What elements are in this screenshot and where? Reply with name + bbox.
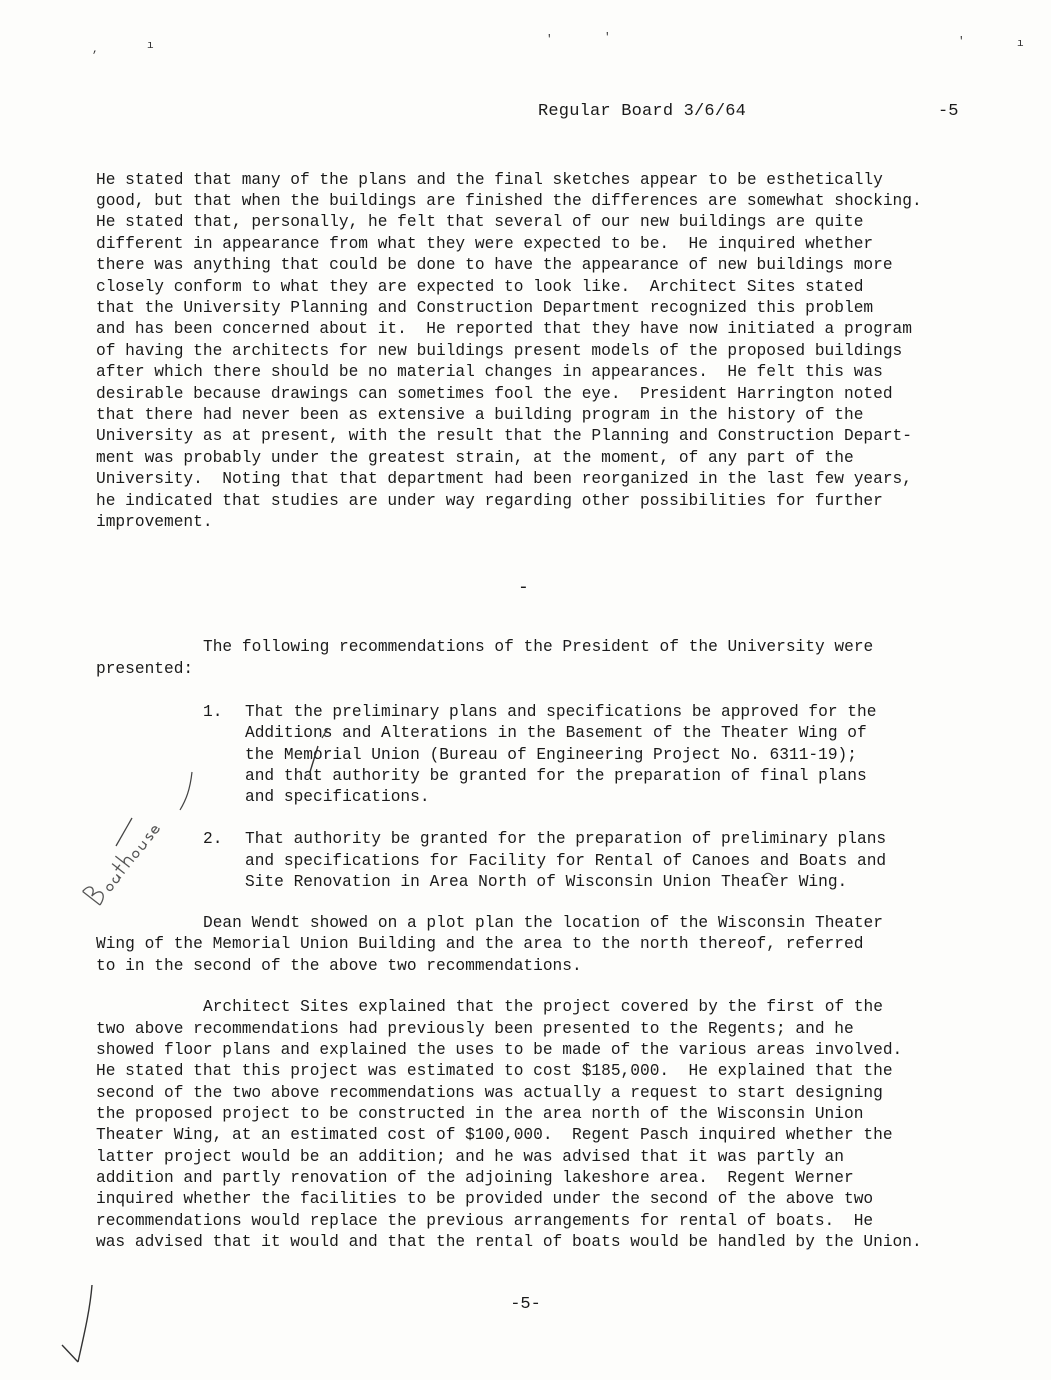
text-line: of having the architects for new buildings present models of the proposed buildings — [96, 342, 903, 360]
running-header: Regular Board 3/6/64 — [538, 102, 747, 121]
text-line: Wing of the Memorial Union Building and the area to the north thereof, referred — [96, 935, 864, 953]
intro-line: presented: — [96, 660, 194, 678]
text-line: Additions and Alterations in the Basement of the Theater Wing of — [245, 724, 867, 742]
text-line: Site Renovation in Area North of Wisconsin Union Theater Wing. — [245, 873, 848, 891]
text-line: latter project would be an addition; and he was advised that it was partly an — [96, 1148, 844, 1166]
text-line: Dean Wendt showed on a plot plan the location of the Wisconsin Theater — [203, 914, 883, 932]
scan-speck: , — [92, 44, 99, 56]
handwritten-slash — [322, 728, 328, 738]
handwritten-boathouse-note — [83, 815, 160, 905]
section-separator: - — [518, 578, 529, 598]
text-line: the proposed project to be constructed in the area north of the Wisconsin Union — [96, 1105, 864, 1123]
page-footer-number: -5- — [510, 1295, 541, 1314]
handwritten-slash — [116, 818, 132, 846]
text-line: University as at present, with the result that the Planning and Construction Depart- — [96, 427, 912, 445]
text-line: Theater Wing, at an estimated cost of $100,000. Regent Pasch inquired whether the — [96, 1126, 893, 1144]
text-line: that there had never been as extensive a building program in the history of the — [96, 406, 864, 424]
handwritten-margin-line — [78, 1285, 92, 1362]
text-line: improvement. — [96, 513, 213, 531]
text-line: desirable because drawings can sometimes fool the eye. President Harrington noted — [96, 385, 893, 403]
handwritten-slash — [310, 746, 318, 772]
text-line: Architect Sites explained that the project covered by the first of the — [203, 998, 883, 1016]
recommendation-number: 2. — [203, 830, 223, 848]
scan-speck: ' — [958, 36, 965, 48]
text-line: he indicated that studies are under way regarding other possibilities for further — [96, 492, 883, 510]
text-line: He stated that many of the plans and the final sketches appear to be esthetically — [96, 171, 883, 189]
text-line: after which there should be no material changes in appearances. He felt this was — [96, 363, 883, 381]
text-line: That authority be granted for the preparation of preliminary plans — [245, 830, 887, 848]
scan-speck: ' — [546, 34, 553, 46]
text-line: showed floor plans and explained the uses to be made of the various areas involved. — [96, 1041, 903, 1059]
handwritten-margin-line — [180, 772, 192, 810]
handwritten-mark — [763, 873, 773, 877]
text-line: and has been concerned about it. He reported that they have now initiated a program — [96, 320, 912, 338]
text-line: He stated that, personally, he felt that several of our new buildings are quite — [96, 213, 864, 231]
scan-speck: ' — [604, 32, 611, 44]
text-line: good, but that when the buildings are finished the differences are somewhat shocking. — [96, 192, 922, 210]
text-line: inquired whether the facilities to be provided under the second of the above two — [96, 1190, 874, 1208]
recommendation-number: 1. — [203, 703, 223, 721]
handwritten-check-mark — [62, 1345, 78, 1362]
header-page-number: -5 — [938, 102, 959, 121]
text-line: the Memorial Union (Bureau of Engineering Project No. 6311-19); — [245, 746, 857, 764]
text-line: to in the second of the above two recommendations. — [96, 957, 582, 975]
scan-speck: ı — [1017, 38, 1024, 50]
text-line: second of the two above recommendations was actually a request to start designing — [96, 1084, 883, 1102]
text-line: that the University Planning and Construction Department recognized this problem — [96, 299, 874, 317]
text-line: and that authority be granted for the preparation of final plans — [245, 767, 867, 785]
text-line: University. Noting that that department had been reorganized in the last few years, — [96, 470, 912, 488]
text-line: and specifications for Facility for Rental of Canoes and Boats and — [245, 852, 887, 870]
text-line: and specifications. — [245, 788, 430, 806]
intro-line: The following recommendations of the President of the University were — [203, 638, 874, 656]
text-line: addition and partly renovation of the adjoining lakeshore area. Regent Werner — [96, 1169, 854, 1187]
text-line: there was anything that could be done to have the appearance of new buildings more — [96, 256, 893, 274]
text-line: That the preliminary plans and specifications be approved for the — [245, 703, 877, 721]
text-line: two above recommendations had previously been presented to the Regents; and he — [96, 1020, 854, 1038]
text-line: He stated that this project was estimated to cost $185,000. He explained that the — [96, 1062, 893, 1080]
text-line: different in appearance from what they were expected to be. He inquired whether — [96, 235, 874, 253]
text-line: was advised that it would and that the rental of boats would be handled by the Union. — [96, 1233, 922, 1251]
text-line: closely conform to what they are expected to look like. Architect Sites stated — [96, 278, 864, 296]
text-line: recommendations would replace the previous arrangements for rental of boats. He — [96, 1212, 874, 1230]
scan-speck: ı — [147, 40, 154, 52]
text-line: ment was probably under the greatest strain, at the moment, of any part of the — [96, 449, 854, 467]
